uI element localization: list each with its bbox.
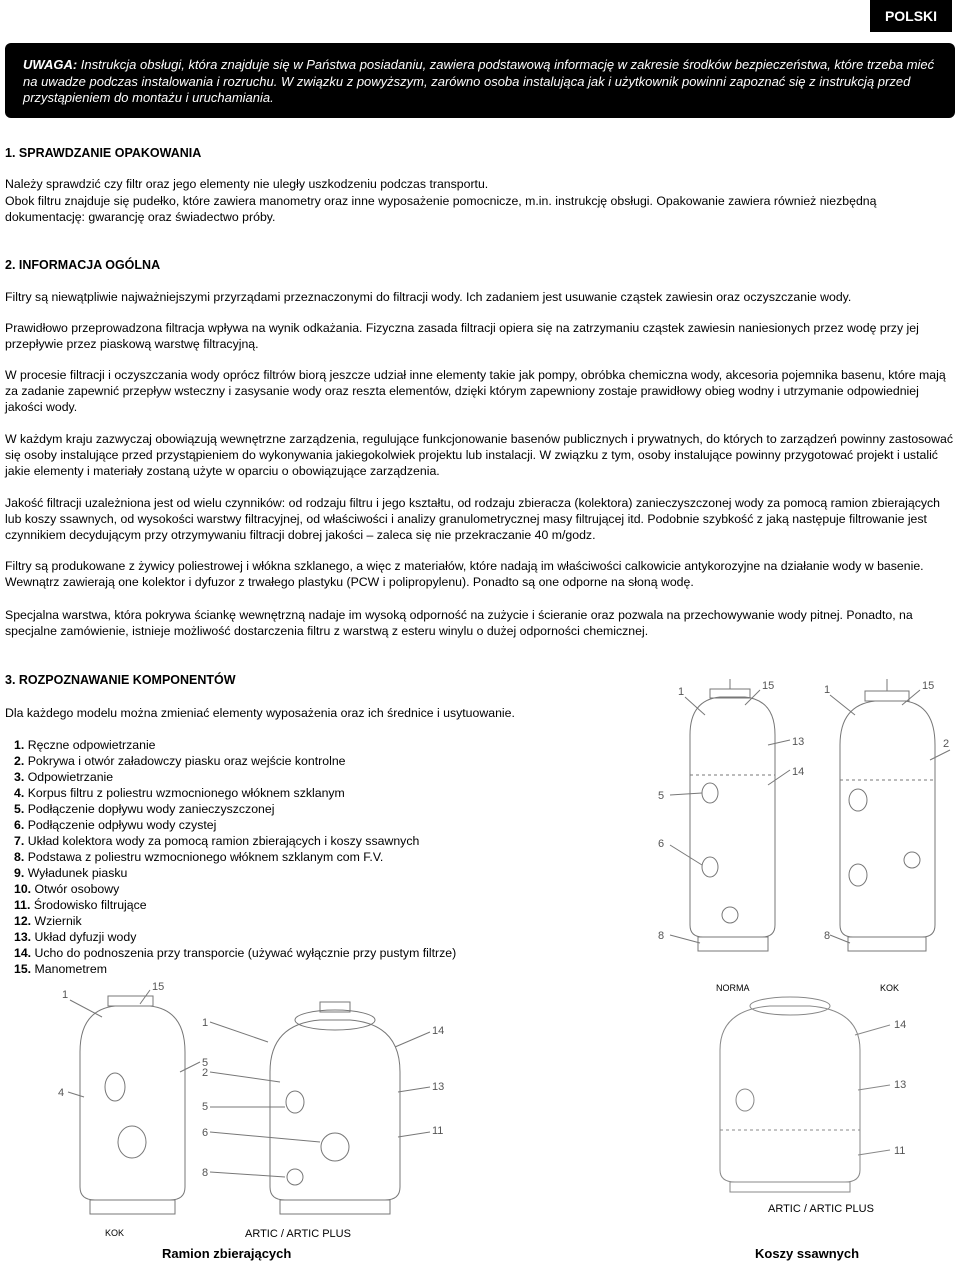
- list-item: 1. Ręczne odpowietrzanie: [14, 738, 156, 752]
- component-list: [14, 737, 456, 977]
- svg-text:5: 5: [202, 1101, 209, 1113]
- section-2-p5: Jakość filtracji uzależniona jest od wielu czynników: od rodzaju filtru i jego kształtu, od rodzaju zbieracza (kolektora) zanieczyszczonej wody za pomocą ramion zbierających lub koszy ssawnych, od wysokości warstwy filtracyjnej, od właściwości i analizy granulometrycznej masy filtrującej itd. Podobnie szybkość z jaką następuje filtrowanie jest czynnikiem decydującym przy otrzymywaniu filtracji dobrej jakości – zaleca się nie przekraczanie 40 m/godz.: [5, 496, 940, 542]
- svg-text:11: 11: [432, 1125, 444, 1137]
- svg-text:14: 14: [792, 766, 805, 778]
- section-3-intro: Dla każdego modelu można zmieniać elementy wyposażenia oraz ich średnice i usytuowanie.: [5, 706, 515, 720]
- section-1-p2: Obok filtru znajduje się pudełko, które zawiera manometry oraz inne wyposażenie pomocnicze, m.in. instrukcję obsługi. Opakowanie zawiera również niezbędną dokumentację: gwarancję oraz świadectwo próby.: [5, 194, 877, 224]
- list-item: 15. Manometrem: [14, 962, 107, 976]
- list-item: 6. Podłączenie odpływu wody czystej: [14, 818, 217, 832]
- svg-text:6: 6: [658, 838, 665, 850]
- list-item: 4. Korpus filtru z poliestru wzmocnionego włóknem szklanym: [14, 786, 345, 800]
- svg-text:14: 14: [894, 1019, 907, 1031]
- section-2-p2: Prawidłowo przeprowadzona filtracja wpływa na wynik odkażania. Fizyczna zasada filtracji opiera się na zatrzymaniu cząstek zawiesin naniesionych przez wodę przy jej przepływie przez piaskową warstwę filtracyjną.: [5, 321, 919, 351]
- filter-diagram-kok-artic: [40, 982, 460, 1227]
- svg-text:15: 15: [922, 680, 935, 692]
- caption-left: Ramion zbierających: [162, 1246, 292, 1261]
- svg-text:8: 8: [202, 1167, 209, 1179]
- label-norma: NORMA: [716, 983, 750, 993]
- label-artic-right: ARTIC / ARTIC PLUS: [768, 1203, 874, 1215]
- svg-text:5: 5: [202, 1057, 209, 1069]
- warning-box: [5, 43, 955, 118]
- list-item: 5. Podłączenie dopływu wody zanieczyszczonej: [14, 802, 275, 816]
- list-item: 13. Układ dyfuzji wody: [14, 930, 137, 944]
- section-2-p1: Filtry są niewątpliwie najważniejszymi przyrządami przeznaczonymi do filtracji wody. Ich zadaniem jest usuwanie cząstek zawiesin oraz oczyszczanie wody.: [5, 290, 852, 304]
- list-item: 14. Ucho do podnoszenia przy transporcie (używać wyłącznie przy pustym filtrze): [14, 946, 457, 960]
- svg-text:8: 8: [658, 930, 665, 942]
- filter-diagram-artic-baskets: [690, 990, 945, 1195]
- list-item: 7. Układ kolektora wody za pomocą ramion zbierających i koszy ssawnych: [14, 834, 420, 848]
- warning-lead: UWAGA:: [23, 57, 78, 72]
- list-item: 9. Wyładunek piasku: [14, 866, 128, 880]
- section-2-p6: Filtry są produkowane z żywicy poliestrowej i włókna szklanego, a więc z materiałów, które nadają im właściwości calkowicie antykorozyjne na działanie wody w basenie. Wewnątrz zawierają one kolektor i dyfuzor z trwałego plastyku (PCW i polipropylenu). Ponadto są one odporne na słoną wodę.: [5, 559, 924, 589]
- svg-text:11: 11: [894, 1145, 906, 1157]
- svg-text:15: 15: [762, 680, 775, 692]
- list-item: 12. Wziernik: [14, 914, 82, 928]
- svg-text:2: 2: [202, 1067, 209, 1079]
- section-2-title: 2. INFORMACJA OGÓLNA: [5, 258, 161, 272]
- svg-text:15: 15: [152, 982, 165, 993]
- label-artic-left: ARTIC / ARTIC PLUS: [245, 1228, 351, 1240]
- svg-text:6: 6: [202, 1127, 209, 1139]
- list-item: 2. Pokrywa i otwór załadowczy piasku oraz wejście kontrolne: [14, 754, 346, 768]
- label-kok-left: KOK: [105, 1228, 125, 1238]
- section-2-p3: W procesie filtracji i oczyszczania wody oprócz filtrów biorą jeszcze udział inne elementy takie jak pompy, obróbka chemiczna wody, akcesoria pojemnika basenu, które mają za zadanie zapewnić przepływ wsteczny i zasysanie wody oraz reszta elementów, dzięki którym zapewniony zostaje prawidłowy obieg wodny i utrzymanie odpowiedniej jakości wody.: [5, 368, 946, 414]
- section-1-p1: Należy sprawdzić czy filtr oraz jego elementy nie uległy uszkodzeniu podczas transportu.: [5, 177, 489, 191]
- svg-text:1: 1: [62, 989, 69, 1001]
- svg-text:14: 14: [432, 1025, 445, 1037]
- svg-text:1: 1: [202, 1017, 209, 1029]
- section-2-p4: W każdym kraju zazwyczaj obowiązują wewnętrzne zarządzenia, regulujące funkcjonowanie basenów publicznych i prywatnych, do których to zarządzeń powinny zastosować się osoby instalujące przed przystąpieniem do wykonywania jakiegokolwiek projektu lub instalacji. W związku z tym, osoby instalujące powinny przygotować projekt i ustalić jakie elementy i materiały zostaną użyte w oparciu o obowiązujące zarządzenia.: [5, 432, 954, 478]
- list-item: 10. Otwór osobowy: [14, 882, 120, 896]
- svg-text:1: 1: [678, 686, 685, 698]
- svg-text:4: 4: [58, 1087, 65, 1099]
- section-3-title: 3. ROZPOZNAWANIE KOMPONENTÓW: [5, 673, 236, 687]
- svg-text:8: 8: [824, 930, 831, 942]
- svg-text:13: 13: [894, 1079, 907, 1091]
- list-item: 11. Środowisko filtrujące: [14, 898, 147, 912]
- list-item: 3. Odpowietrzanie: [14, 770, 114, 784]
- list-item: 8. Podstawa z poliestru wzmocnionego włóknem szklanym com F.V.: [14, 850, 384, 864]
- svg-text:2: 2: [943, 738, 950, 750]
- section-1-title: 1. SPRAWDZANIE OPAKOWANIA: [5, 146, 202, 160]
- label-kok-right: KOK: [880, 983, 900, 993]
- section-2-p7: Specjalna warstwa, która pokrywa ściankę wewnętrzną nadaje im wysoką odporność na zużycie i ścieranie oraz pozwala na przechowywanie wody pitnej. Ponadto, na specjalne zamówienie, istnieje możliwość dostarczenia filtru z warstwą z esteru winylu o dużej odporności chemicznej.: [5, 608, 913, 638]
- warning-text: Instrukcja obsługi, która znajduje się w Państwa posiadaniu, zawiera podstawową informację w zakresie środków bezpieczeństwa, które trzeba mieć na uwadze podczas instalowania i rozruchu. W związku z powyższym, zarówno osoba instalująca jak i użytkownik powinni zapoznać się z instrukcją przed przystąpieniem do montażu i uruchamiania.: [23, 57, 935, 105]
- svg-text:5: 5: [658, 790, 665, 802]
- svg-text:13: 13: [432, 1081, 445, 1093]
- svg-text:1: 1: [824, 684, 831, 696]
- caption-right: Koszy ssawnych: [755, 1246, 860, 1261]
- language-tab: POLSKI: [870, 0, 952, 32]
- svg-text:13: 13: [792, 736, 805, 748]
- filter-diagram-norma-kok: [650, 675, 955, 975]
